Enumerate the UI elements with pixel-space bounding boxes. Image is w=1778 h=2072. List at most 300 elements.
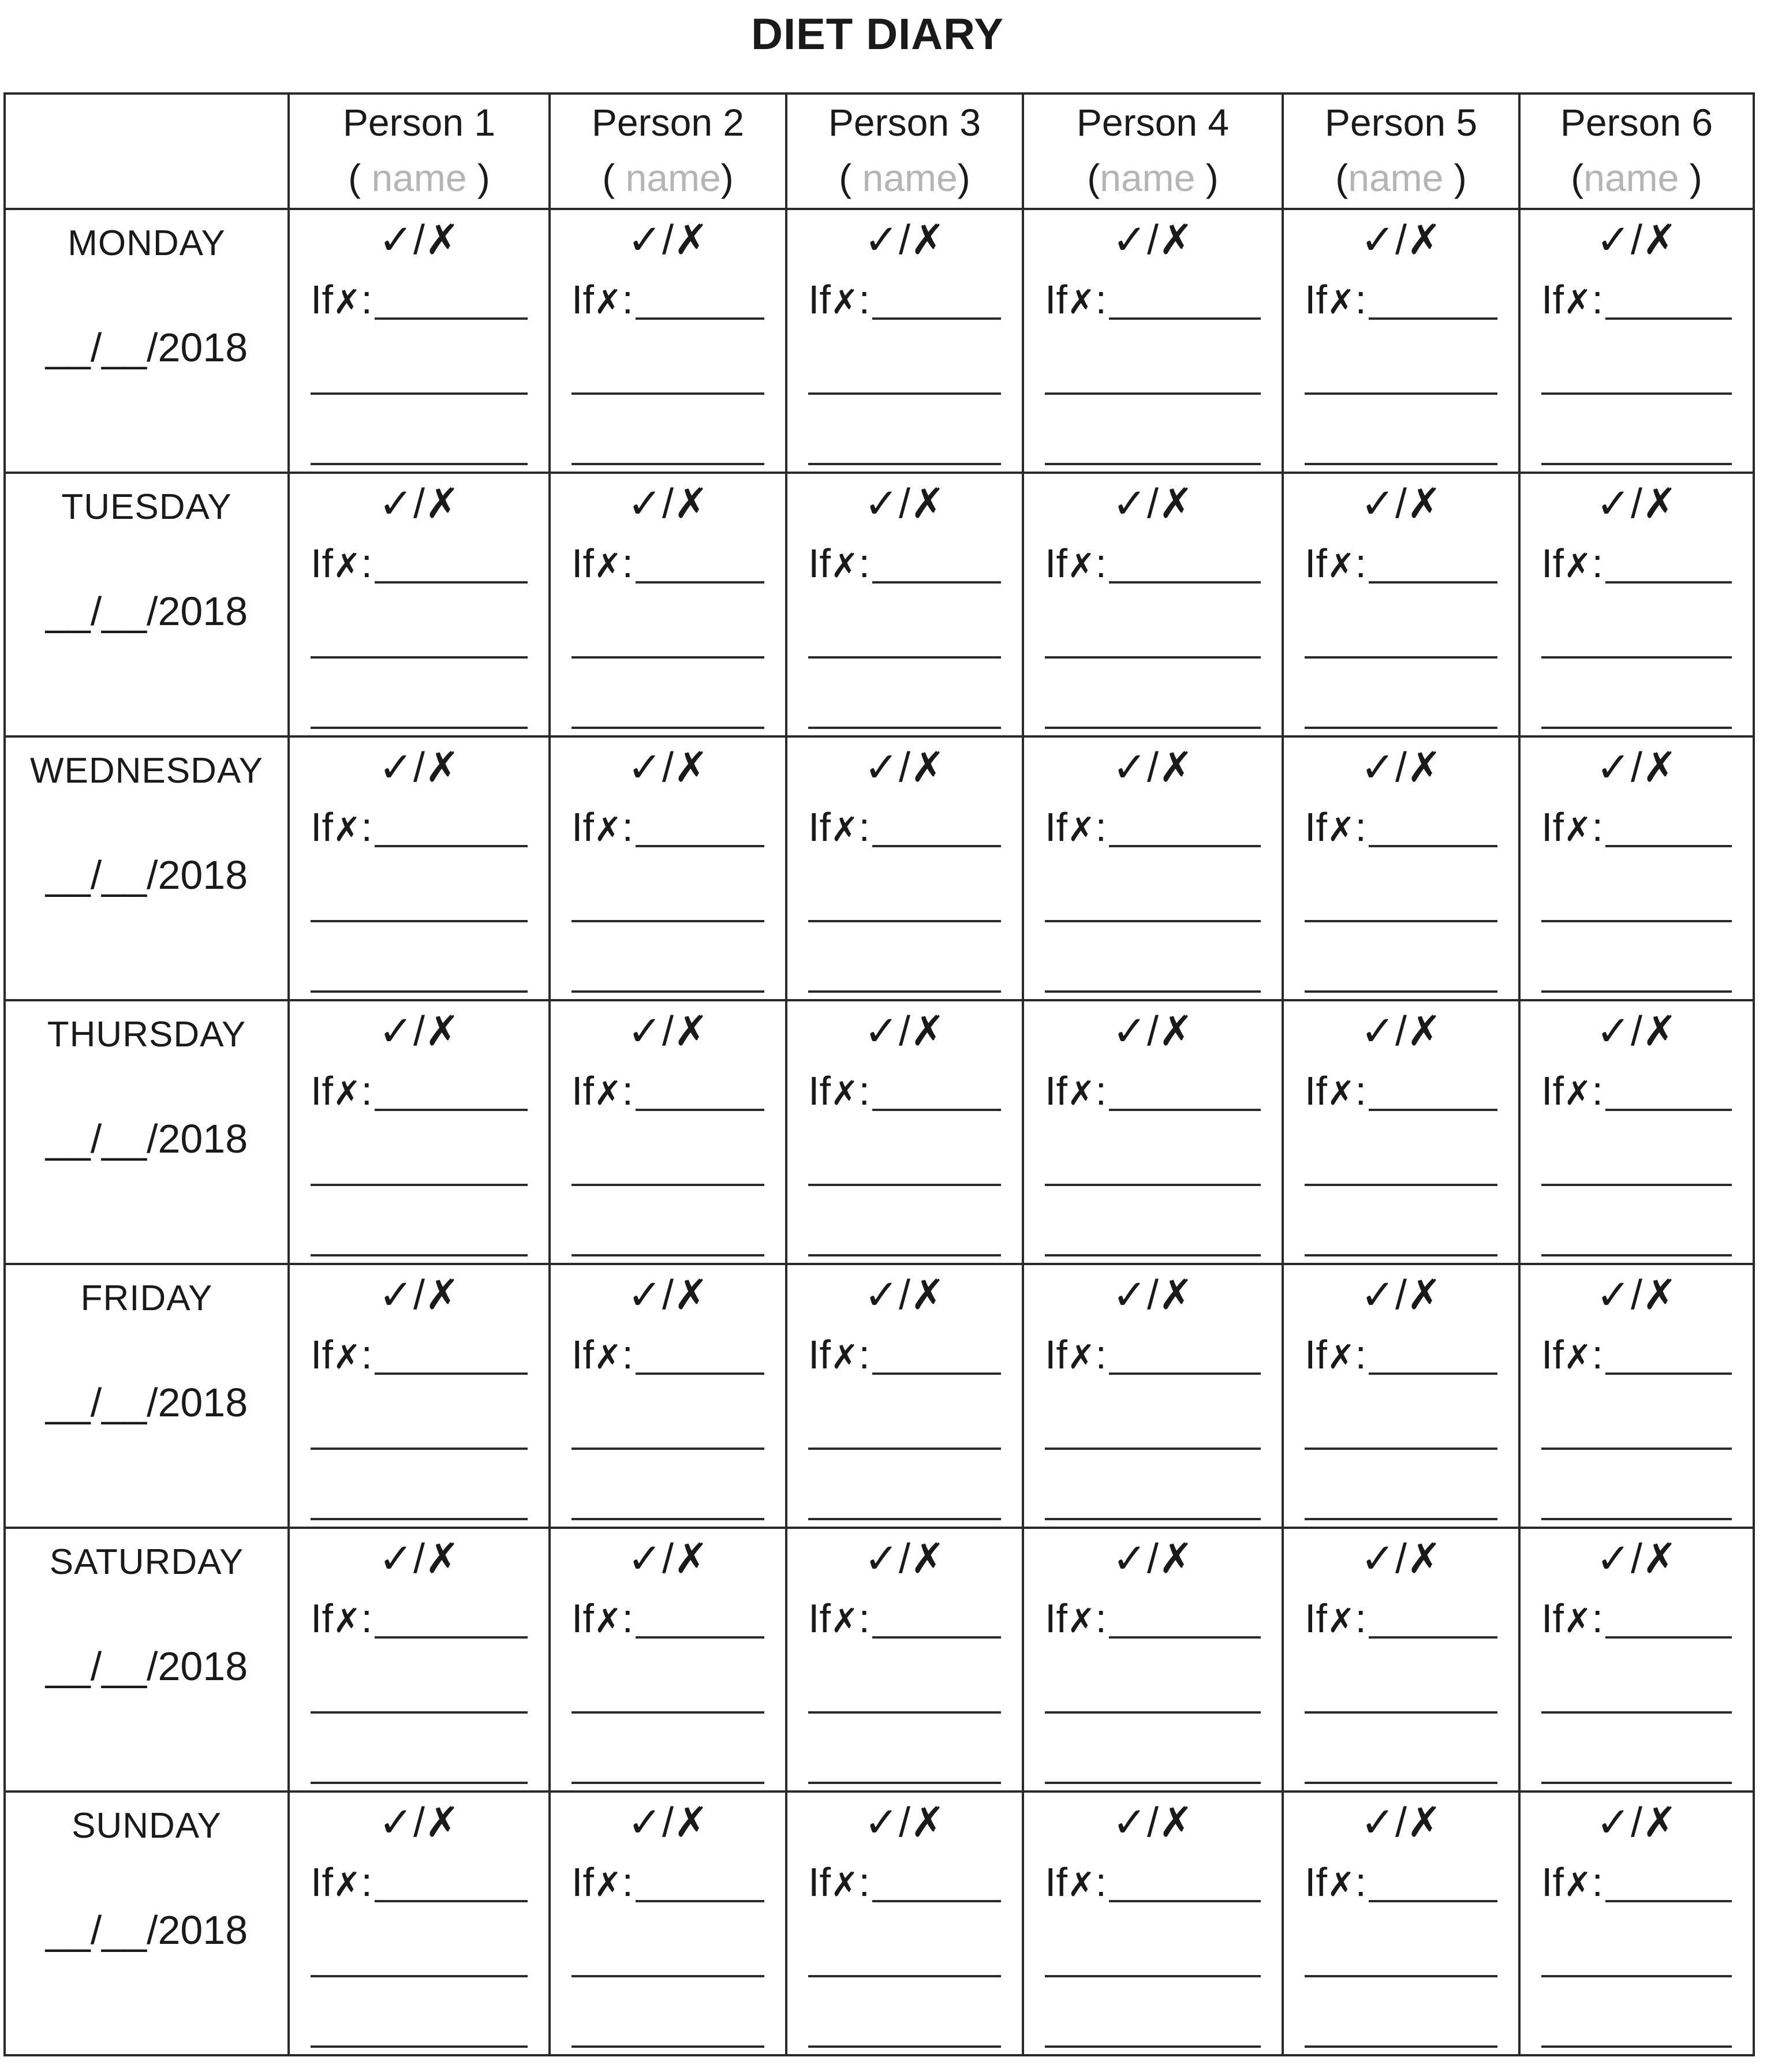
notes-line[interactable] (572, 990, 764, 993)
notes-line[interactable] (808, 1782, 1001, 1784)
if-prefix: If (572, 1332, 594, 1377)
notes-line[interactable] (1045, 727, 1261, 729)
if-cross-label (1541, 804, 1603, 853)
answer-line[interactable] (1369, 317, 1497, 320)
answer-line[interactable] (1109, 1109, 1261, 1111)
notes-line[interactable] (1541, 1254, 1732, 1256)
answer-line[interactable] (1369, 845, 1497, 847)
check-or-cross-option[interactable]: ✓/✗ (1596, 217, 1678, 263)
notes-line[interactable] (1305, 1711, 1497, 1714)
notes-line[interactable] (311, 920, 528, 922)
notes-line[interactable] (808, 1254, 1001, 1256)
if-cross-field[interactable] (808, 1334, 1001, 1381)
notes-line[interactable] (1305, 990, 1497, 993)
if-cross-field[interactable] (1045, 1334, 1261, 1381)
notes-line[interactable] (311, 1975, 528, 1977)
if-prefix: If (311, 541, 333, 586)
person-label: Person 6 (1560, 101, 1713, 144)
name-placeholder: name (1348, 156, 1444, 199)
entry-cell-person-2 (550, 736, 786, 1000)
notes-line[interactable] (1305, 1975, 1497, 1977)
check-or-cross-option[interactable]: ✓/✗ (864, 1536, 946, 1582)
date-field[interactable]: __/__/2018 (45, 589, 248, 634)
if-cross-field[interactable] (1541, 1334, 1732, 1381)
entry-cell-person-2 (550, 1792, 786, 2055)
notes-line[interactable] (572, 920, 764, 922)
notes-line[interactable] (1305, 1184, 1497, 1186)
entry-cell-person-2 (550, 1000, 786, 1264)
answer-line[interactable] (872, 845, 1001, 847)
if-cross-field[interactable] (1305, 807, 1497, 853)
diet-diary-table (3, 92, 1755, 2056)
cross-icon: ✗ (1563, 1602, 1592, 1640)
if-cross-field[interactable] (311, 1334, 528, 1381)
answer-line[interactable] (636, 1109, 764, 1111)
answer-line[interactable] (1605, 845, 1732, 847)
notes-line[interactable] (1045, 392, 1261, 395)
answer-line[interactable] (375, 1372, 528, 1375)
check-or-cross-option[interactable]: ✓/✗ (1596, 1272, 1678, 1318)
check-or-cross-option[interactable]: ✓/✗ (1596, 481, 1678, 527)
if-cross-label (1045, 540, 1107, 589)
if-cross-field[interactable] (1045, 1068, 1261, 1117)
answer-line[interactable] (375, 1636, 528, 1639)
check-or-cross-option[interactable]: ✓/✗ (1112, 481, 1194, 527)
if-cross-field[interactable] (808, 1862, 1001, 1908)
if-cross-field[interactable] (572, 1862, 764, 1908)
if-colon: : (361, 1860, 372, 1905)
check-or-cross-option[interactable]: ✓/✗ (378, 1008, 460, 1054)
if-colon: : (622, 541, 633, 586)
notes-line[interactable] (808, 1448, 1001, 1450)
entry-cell-person-2 (550, 1528, 786, 1792)
entry-cell-person-5 (1283, 1792, 1519, 2055)
notes-line[interactable] (1541, 1184, 1732, 1186)
answer-line[interactable] (1605, 1372, 1732, 1375)
check-or-cross-option[interactable]: ✓/✗ (1112, 745, 1194, 791)
notes-line[interactable] (311, 1184, 528, 1186)
if-cross-label (1305, 1068, 1366, 1117)
if-cross-field[interactable] (1541, 543, 1732, 589)
day-cell (5, 1528, 289, 1792)
if-cross-label (1305, 804, 1366, 853)
notes-line[interactable] (311, 727, 528, 729)
if-cross-field[interactable] (1045, 543, 1261, 589)
if-cross-field[interactable] (808, 279, 1001, 326)
answer-line[interactable] (636, 581, 764, 584)
notes-line[interactable] (808, 727, 1001, 729)
if-cross-label (808, 1859, 870, 1908)
entry-cell-person-1 (289, 1528, 550, 1792)
if-cross-field[interactable] (572, 279, 764, 326)
notes-line[interactable] (808, 392, 1001, 395)
notes-line[interactable] (1305, 920, 1497, 922)
person-name-field[interactable] (1024, 150, 1282, 205)
notes-line[interactable] (1305, 656, 1497, 659)
if-cross-field[interactable] (1305, 1862, 1497, 1908)
notes-line[interactable] (572, 1448, 764, 1450)
notes-line[interactable] (311, 392, 528, 395)
date-field[interactable]: __/__/2018 (45, 1380, 248, 1425)
answer-line[interactable] (1109, 1372, 1261, 1375)
answer-line[interactable] (1369, 1636, 1497, 1639)
cross-icon: ✗ (1327, 1075, 1355, 1112)
person-header-6 (1519, 93, 1754, 209)
check-or-cross-option[interactable]: ✓/✗ (378, 481, 460, 527)
if-prefix: If (572, 277, 594, 322)
if-prefix: If (1541, 1596, 1564, 1641)
notes-line[interactable] (311, 2045, 528, 2048)
if-cross-label (808, 804, 870, 853)
notes-line[interactable] (1305, 1782, 1497, 1784)
if-cross-label (1045, 1068, 1107, 1117)
notes-line[interactable] (1305, 1448, 1497, 1450)
check-or-cross-option[interactable]: ✓/✗ (1112, 1800, 1194, 1846)
answer-line[interactable] (375, 1900, 528, 1902)
if-cross-label (1305, 1332, 1366, 1381)
if-cross-field[interactable] (572, 1334, 764, 1381)
person-name-field[interactable] (1521, 150, 1753, 205)
notes-line[interactable] (572, 392, 764, 395)
notes-line[interactable] (572, 1184, 764, 1186)
notes-line[interactable] (1541, 656, 1732, 659)
answer-line[interactable] (1369, 581, 1497, 584)
answer-line[interactable] (1369, 1900, 1497, 1902)
check-or-cross-option[interactable]: ✓/✗ (1596, 745, 1678, 791)
check-or-cross-option[interactable]: ✓/✗ (864, 1272, 946, 1318)
notes-line[interactable] (1541, 1711, 1732, 1714)
name-placeholder: name (1100, 156, 1196, 199)
date-field[interactable]: __/__/2018 (45, 1908, 248, 1953)
cross-icon: ✗ (1327, 547, 1355, 585)
answer-line[interactable] (1605, 581, 1732, 584)
if-cross-field[interactable] (1305, 1598, 1497, 1644)
answer-line[interactable] (872, 317, 1001, 320)
check-or-cross-option[interactable]: ✓/✗ (627, 1800, 709, 1846)
answer-line[interactable] (636, 1636, 764, 1639)
answer-line[interactable] (375, 845, 528, 847)
notes-line[interactable] (808, 1518, 1001, 1520)
notes-line[interactable] (572, 1782, 764, 1784)
if-cross-field[interactable] (311, 1598, 528, 1644)
if-cross-field[interactable] (1541, 1862, 1732, 1908)
if-cross-field[interactable] (808, 807, 1001, 853)
check-or-cross-option[interactable]: ✓/✗ (1112, 217, 1194, 263)
if-prefix: If (311, 1068, 333, 1113)
notes-line[interactable] (808, 2045, 1001, 2048)
person-label: Person 1 (342, 101, 496, 144)
if-cross-field[interactable] (572, 807, 764, 853)
check-or-cross-option[interactable]: ✓/✗ (627, 1272, 709, 1318)
if-cross-field[interactable] (572, 1598, 764, 1644)
if-cross-label (572, 1595, 633, 1644)
notes-line[interactable] (1045, 656, 1261, 659)
person-name-field[interactable] (290, 150, 548, 205)
answer-line[interactable] (636, 1372, 764, 1375)
if-cross-field[interactable] (1305, 1334, 1497, 1381)
paren-close: ) (1679, 156, 1702, 199)
notes-line[interactable] (808, 1711, 1001, 1714)
check-or-cross-option[interactable]: ✓/✗ (1360, 745, 1442, 791)
notes-line[interactable] (808, 656, 1001, 659)
if-colon: : (1095, 541, 1107, 586)
cross-icon: ✗ (1327, 283, 1355, 321)
person-name-field[interactable] (551, 150, 785, 205)
if-cross-field[interactable] (311, 807, 528, 853)
check-or-cross-option[interactable]: ✓/✗ (1112, 1008, 1194, 1054)
person-header-2 (550, 93, 786, 209)
notes-line[interactable] (808, 463, 1001, 465)
if-prefix: If (1541, 805, 1564, 850)
answer-line[interactable] (1109, 1900, 1261, 1902)
day-name: TUESDAY (61, 487, 232, 527)
check-or-cross-option[interactable]: ✓/✗ (1596, 1800, 1678, 1846)
if-cross-field[interactable] (311, 1068, 528, 1117)
answer-line[interactable] (375, 581, 528, 584)
date-field[interactable]: __/__/2018 (45, 325, 248, 370)
notes-line[interactable] (1305, 463, 1497, 465)
if-colon: : (1355, 541, 1366, 586)
notes-line[interactable] (1305, 1518, 1497, 1520)
answer-line[interactable] (872, 1636, 1001, 1639)
answer-line[interactable] (1369, 1109, 1497, 1111)
notes-line[interactable] (572, 463, 764, 465)
if-colon: : (1355, 805, 1366, 850)
entry-cell-person-3 (786, 736, 1023, 1000)
answer-line[interactable] (375, 317, 528, 320)
notes-line[interactable] (1045, 920, 1261, 922)
person-name-field[interactable] (1284, 150, 1518, 205)
notes-line[interactable] (572, 1518, 764, 1520)
answer-line[interactable] (872, 1109, 1001, 1111)
check-or-cross-option[interactable]: ✓/✗ (1596, 1536, 1678, 1582)
entry-cell-person-5 (1283, 473, 1519, 736)
notes-line[interactable] (1305, 392, 1497, 395)
notes-line[interactable] (808, 1975, 1001, 1977)
answer-line[interactable] (1605, 1900, 1732, 1902)
check-or-cross-option[interactable]: ✓/✗ (864, 745, 946, 791)
if-cross-field[interactable] (808, 1068, 1001, 1117)
check-or-cross-option[interactable]: ✓/✗ (627, 217, 709, 263)
notes-line[interactable] (1541, 990, 1732, 993)
entry-cell-person-3 (786, 1528, 1023, 1792)
answer-line[interactable] (636, 317, 764, 320)
if-colon: : (361, 541, 372, 586)
if-colon: : (858, 541, 870, 586)
notes-line[interactable] (1045, 1518, 1261, 1520)
check-or-cross-option[interactable]: ✓/✗ (627, 745, 709, 791)
if-prefix: If (572, 1068, 594, 1113)
notes-line[interactable] (1541, 920, 1732, 922)
person-label: Person 2 (591, 101, 745, 144)
if-colon: : (622, 277, 633, 322)
check-or-cross-option[interactable]: ✓/✗ (864, 217, 946, 263)
notes-line[interactable] (311, 990, 528, 993)
if-colon: : (1355, 1596, 1366, 1641)
if-cross-field[interactable] (1305, 1068, 1497, 1117)
date-field[interactable]: __/__/2018 (45, 1116, 248, 1161)
answer-line[interactable] (1605, 1109, 1732, 1111)
answer-line[interactable] (1109, 581, 1261, 584)
if-cross-label (311, 1859, 372, 1908)
if-cross-label (572, 540, 633, 589)
notes-line[interactable] (311, 1782, 528, 1784)
notes-line[interactable] (1305, 2045, 1497, 2048)
notes-line[interactable] (1045, 1975, 1261, 1977)
answer-line[interactable] (636, 1900, 764, 1902)
notes-line[interactable] (572, 2045, 764, 2048)
notes-line[interactable] (1541, 1518, 1732, 1520)
if-cross-field[interactable] (311, 1862, 528, 1908)
check-or-cross-option[interactable]: ✓/✗ (864, 481, 946, 527)
answer-line[interactable] (1109, 845, 1261, 847)
if-prefix: If (1541, 1068, 1564, 1113)
if-cross-field[interactable] (311, 543, 528, 589)
page-title: DIET DIARY (751, 10, 1004, 59)
day-cell (5, 1000, 289, 1264)
notes-line[interactable] (572, 727, 764, 729)
answer-line[interactable] (1109, 317, 1261, 320)
if-cross-field[interactable] (1541, 1598, 1732, 1644)
if-cross-label (1305, 1595, 1366, 1644)
check-or-cross-option[interactable]: ✓/✗ (1360, 1272, 1442, 1318)
check-or-cross-option[interactable]: ✓/✗ (1112, 1272, 1194, 1318)
check-or-cross-option[interactable]: ✓/✗ (1360, 1008, 1442, 1054)
if-colon: : (1592, 805, 1603, 850)
check-or-cross-option[interactable]: ✓/✗ (627, 481, 709, 527)
answer-line[interactable] (1109, 1636, 1261, 1639)
person-header-3 (786, 93, 1023, 209)
notes-line[interactable] (808, 990, 1001, 993)
cross-icon: ✗ (593, 1866, 622, 1903)
check-or-cross-option[interactable]: ✓/✗ (864, 1008, 946, 1054)
check-or-cross-option[interactable]: ✓/✗ (1360, 1536, 1442, 1582)
notes-line[interactable] (1045, 1711, 1261, 1714)
check-or-cross-option[interactable]: ✓/✗ (378, 1272, 460, 1318)
answer-line[interactable] (872, 1900, 1001, 1902)
if-cross-label (808, 1068, 870, 1117)
notes-line[interactable] (311, 1711, 528, 1714)
if-prefix: If (1045, 1860, 1067, 1905)
notes-line[interactable] (572, 656, 764, 659)
answer-line[interactable] (872, 581, 1001, 584)
cross-icon: ✗ (333, 1075, 361, 1112)
if-prefix: If (311, 277, 333, 322)
notes-line[interactable] (1541, 1975, 1732, 1977)
check-or-cross-option[interactable]: ✓/✗ (627, 1008, 709, 1054)
if-cross-field[interactable] (572, 543, 764, 589)
person-name-field[interactable] (787, 150, 1022, 205)
notes-line[interactable] (311, 1448, 528, 1450)
notes-line[interactable] (1541, 727, 1732, 729)
notes-line[interactable] (572, 1975, 764, 1977)
check-or-cross-option[interactable]: ✓/✗ (1596, 1008, 1678, 1054)
check-or-cross-option[interactable]: ✓/✗ (864, 1800, 946, 1846)
if-prefix: If (572, 1860, 594, 1905)
notes-line[interactable] (1541, 2045, 1732, 2048)
notes-line[interactable] (311, 1518, 528, 1520)
check-or-cross-option[interactable]: ✓/✗ (1360, 217, 1442, 263)
if-colon: : (1095, 1332, 1107, 1377)
day-name: MONDAY (68, 223, 226, 263)
answer-line[interactable] (1369, 1372, 1497, 1375)
answer-line[interactable] (872, 1372, 1001, 1375)
notes-line[interactable] (1045, 463, 1261, 465)
answer-line[interactable] (636, 845, 764, 847)
person-label: Person 4 (1076, 101, 1230, 144)
notes-line[interactable] (1045, 990, 1261, 993)
notes-line[interactable] (1045, 1448, 1261, 1450)
notes-line[interactable] (1541, 392, 1732, 395)
cross-icon: ✗ (1563, 1338, 1592, 1376)
notes-line[interactable] (1045, 2045, 1261, 2048)
notes-line[interactable] (1045, 1184, 1261, 1186)
if-cross-field[interactable] (311, 279, 528, 326)
date-field[interactable]: __/__/2018 (45, 852, 248, 897)
if-colon: : (1355, 1068, 1366, 1113)
notes-line[interactable] (572, 1254, 764, 1256)
notes-line[interactable] (1045, 1782, 1261, 1784)
if-cross-label (808, 276, 870, 326)
notes-line[interactable] (311, 656, 528, 659)
answer-line[interactable] (1605, 1636, 1732, 1639)
if-cross-field[interactable] (1541, 1068, 1732, 1117)
if-cross-field[interactable] (808, 543, 1001, 589)
if-cross-field[interactable] (1541, 279, 1732, 326)
if-prefix: If (311, 805, 333, 850)
answer-line[interactable] (375, 1109, 528, 1111)
notes-line[interactable] (311, 1254, 528, 1256)
check-or-cross-option[interactable]: ✓/✗ (1112, 1536, 1194, 1582)
paren-close: ) (466, 156, 490, 199)
entry-cell-person-6 (1519, 736, 1754, 1000)
day-row-friday (5, 1264, 1754, 1528)
notes-line[interactable] (311, 463, 528, 465)
cross-icon: ✗ (333, 1338, 361, 1376)
notes-line[interactable] (1541, 1448, 1732, 1450)
if-cross-field[interactable] (1045, 1862, 1261, 1908)
answer-line[interactable] (1605, 317, 1732, 320)
check-or-cross-option[interactable]: ✓/✗ (627, 1536, 709, 1582)
if-cross-field[interactable] (1305, 279, 1497, 326)
notes-line[interactable] (1541, 463, 1732, 465)
if-cross-label (311, 1595, 372, 1644)
if-cross-field[interactable] (1045, 1598, 1261, 1644)
check-or-cross-option[interactable]: ✓/✗ (1360, 1800, 1442, 1846)
check-or-cross-option[interactable]: ✓/✗ (1360, 481, 1442, 527)
check-or-cross-option[interactable]: ✓/✗ (378, 1536, 460, 1582)
paren-open: ( (1087, 156, 1100, 199)
check-or-cross-option[interactable]: ✓/✗ (378, 745, 460, 791)
check-or-cross-option[interactable]: ✓/✗ (378, 217, 460, 263)
notes-line[interactable] (1305, 727, 1497, 729)
check-or-cross-option[interactable]: ✓/✗ (378, 1800, 460, 1846)
if-cross-label (1541, 1859, 1603, 1908)
if-cross-field[interactable] (1045, 807, 1261, 853)
if-cross-field[interactable] (808, 1598, 1001, 1644)
if-cross-field[interactable] (1305, 543, 1497, 589)
notes-line[interactable] (1045, 1254, 1261, 1256)
date-field[interactable]: __/__/2018 (45, 1644, 248, 1689)
notes-line[interactable] (808, 1184, 1001, 1186)
if-cross-field[interactable] (1541, 807, 1732, 853)
notes-line[interactable] (1541, 1782, 1732, 1784)
notes-line[interactable] (808, 920, 1001, 922)
if-cross-field[interactable] (1045, 279, 1261, 326)
notes-line[interactable] (572, 1711, 764, 1714)
notes-line[interactable] (1305, 1254, 1497, 1256)
if-cross-field[interactable] (572, 1068, 764, 1117)
